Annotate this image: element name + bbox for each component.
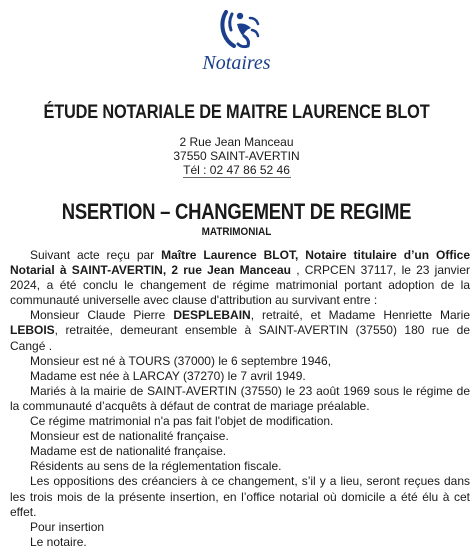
notary-name: Maître Laurence BLOT, Notaire titulaire d’un Office Notarial à SAINT-AVERTIN, 2 rue Jean Manceau bbox=[10, 248, 471, 278]
parties-intro: Monsieur Claude Pierre bbox=[30, 308, 174, 323]
notaires-marianne-logo-icon bbox=[206, 6, 268, 52]
paragraph-wife-birth: Madame est née à LARCAY (37270) le 7 avril 1949. bbox=[30, 368, 306, 383]
address-city: 37550 SAINT-AVERTIN bbox=[173, 149, 300, 163]
notice-title: NSERTION – CHANGEMENT DE REGIME bbox=[61, 199, 412, 224]
notaires-logo bbox=[0, 6, 473, 73]
notice-body bbox=[10, 248, 470, 550]
husband-surname: DESPLEBAIN bbox=[173, 308, 251, 323]
paragraph-oppositions: Les oppositions des créanciers à ce changement, s’il y a lieu, seront reçues dans les trois mois de la présente insertion, en l’office notarial où domicile a été élu à cet effet. bbox=[10, 474, 470, 519]
wife-surname: LEBOIS bbox=[10, 323, 55, 338]
logo-wordmark: Notaires bbox=[202, 52, 271, 74]
paragraph-residence: Résidents au sens de la réglementation fiscale. bbox=[30, 459, 282, 474]
address-phone: Tél : 02 47 86 52 46 bbox=[183, 163, 290, 177]
paragraph-for-insertion: Pour insertion bbox=[30, 519, 105, 534]
address-street: 2 Rue Jean Manceau bbox=[179, 135, 294, 149]
notice-subtitle: MATRIMONIAL bbox=[201, 226, 272, 238]
paragraph-no-modification: Ce régime matrimonial n'a pas fait l'objet de modification. bbox=[30, 414, 334, 429]
office-address bbox=[0, 135, 473, 178]
act-intro: Suivant acte reçu par bbox=[30, 248, 162, 262]
paragraph-wife-nationality: Madame est de nationalité française. bbox=[30, 444, 227, 459]
paragraph-husband-nationality: Monsieur est de nationalité française. bbox=[30, 429, 229, 444]
paragraph-parties bbox=[10, 308, 470, 353]
paragraph-signature: Le notaire. bbox=[30, 534, 87, 549]
act-details: , CRPCEN 37117, le 23 janvier 2024, a été conclu le changement de régime matrimonial portant adoption de la communauté universelle avec clause d'attribution au survivant entre : bbox=[10, 263, 471, 308]
paragraph-act bbox=[10, 248, 470, 308]
paragraph-marriage: Mariés à la mairie de SAINT-AVERTIN (37550) le 23 août 1969 sous le régime de la communauté d’acquêts à défaut de contrat de mariage préalable. bbox=[10, 383, 470, 413]
parties-middle: , retraité, et Madame Henriette Marie bbox=[250, 308, 470, 323]
office-title: ÉTUDE NOTARIALE DE MAITRE LAURENCE BLOT bbox=[43, 102, 430, 123]
parties-address: , retraitée, demeurant ensemble à SAINT-AVERTIN (37550) 180 rue de Cangé . bbox=[10, 323, 470, 353]
address-divider bbox=[183, 177, 291, 178]
paragraph-husband-birth: Monsieur est né à TOURS (37000) le 6 septembre 1946, bbox=[30, 353, 332, 368]
